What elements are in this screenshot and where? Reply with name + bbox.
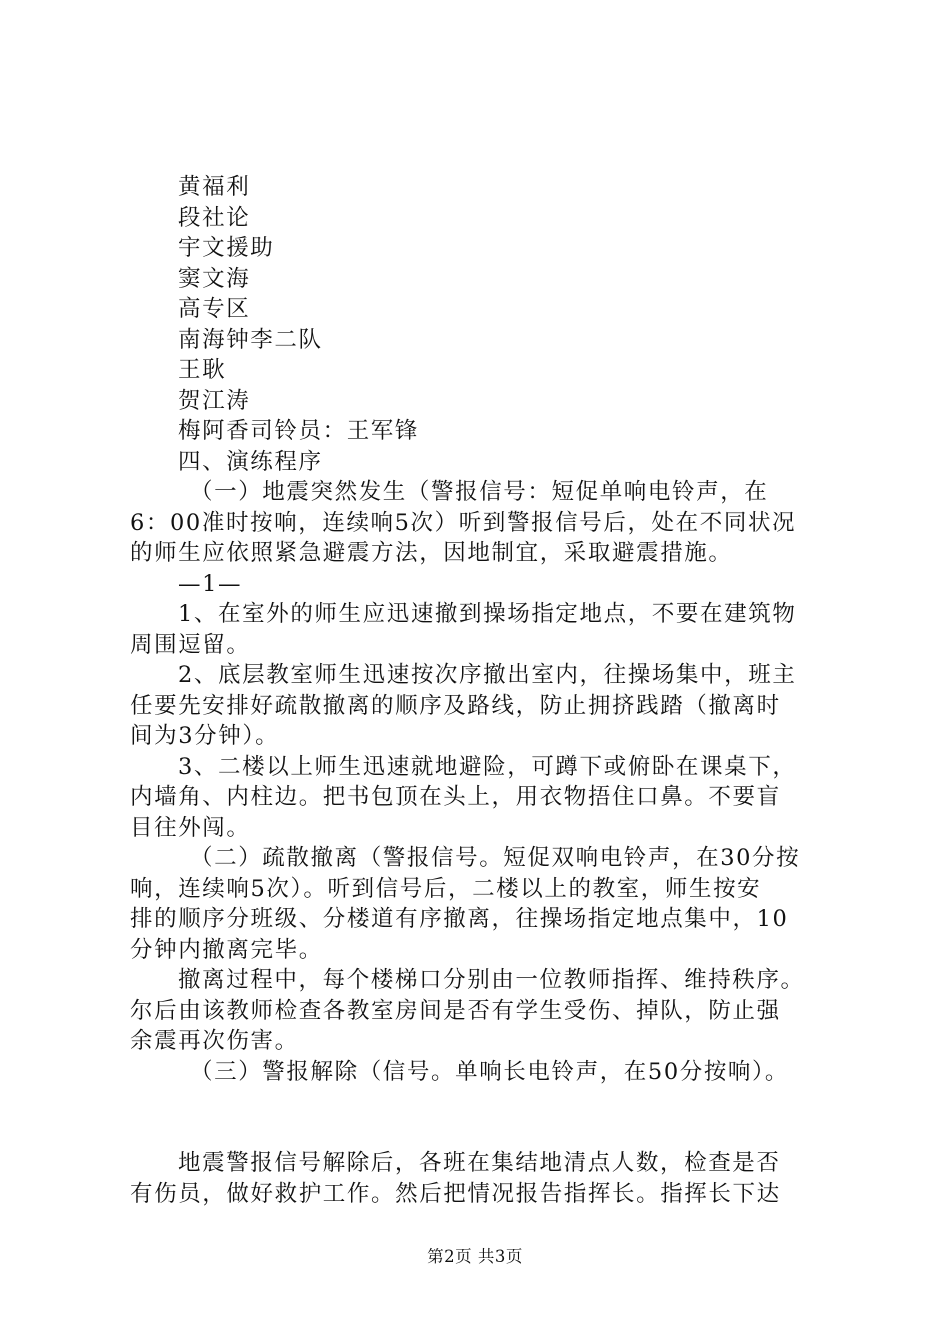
name-line: 贺江涛 — [178, 387, 251, 414]
paragraph-line: 尔后由该教师检查各教室房间是否有学生受伤、掉队，防止强 — [130, 997, 781, 1024]
page-marker: —1— — [178, 570, 243, 597]
paragraph-line: （三）警报解除（信号。单响长电铃声，在50分按响）。 — [190, 1058, 789, 1085]
paragraph-line: 6：00准时按响，连续响5次）听到警报信号后，处在不同状况 — [130, 509, 797, 536]
list-item-line: 间为3分钟）。 — [130, 723, 280, 749]
list-item-line: 3、二楼以上师生迅速就地避险，可蹲下或俯卧在课桌下， — [178, 753, 797, 780]
name-line: 王耿 — [178, 357, 227, 383]
list-item-line: 内墙角、内柱边。把书包顶在头上，用衣物捂住口鼻。不要盲 — [130, 784, 781, 810]
name-line: 黄福利 — [178, 174, 251, 200]
blank-gap — [130, 1087, 835, 1148]
list-item-line: 周围逗留。 — [130, 631, 251, 658]
name-line: 宇文援助 — [178, 235, 275, 261]
list-item-line: 任要先安排好疏散撤离的顺序及路线，防止拥挤践踏（撤离时 — [130, 692, 781, 719]
list-item-line: 2、底层教室师生迅速按次序撤出室内，往操场集中，班主 — [178, 662, 797, 688]
paragraph-line: （二）疏散撤离（警报信号。短促双响电铃声，在30分按 — [190, 845, 801, 871]
list-item-line: 1、在室外的师生应迅速撤到操场指定地点，不要在建筑物 — [178, 601, 797, 627]
paragraph-line: 撤离过程中，每个楼梯口分别由一位教师指挥、维持秩序。 — [178, 967, 805, 993]
name-line: 高专区 — [178, 296, 251, 322]
section-heading: 四、演练程序 — [178, 448, 323, 475]
paragraph-line: 有伤员，做好救护工作。然后把情况报告指挥长。指挥长下达 — [130, 1180, 781, 1207]
paragraph-line: 余震再次伤害。 — [130, 1028, 299, 1054]
name-line: 段社论 — [178, 204, 251, 231]
name-line: 南海钟李二队 — [178, 326, 323, 353]
paragraph-line: 分钟内撤离完毕。 — [130, 936, 323, 963]
paragraph-line: 排的顺序分班级、分楼道有序撤离，往操场指定地点集中，10 — [130, 906, 789, 932]
name-line: 窦文海 — [178, 265, 251, 292]
list-item-line: 目往外闯。 — [130, 814, 251, 841]
paragraph-line: 响，连续响5次）。听到信号后，二楼以上的教室，师生按安 — [130, 875, 762, 902]
paragraph-line: 地震警报信号解除后，各班在集结地清点人数，检查是否 — [178, 1150, 781, 1176]
document-body — [130, 172, 835, 1209]
paragraph-line: 的师生应依照紧急避震方法，因地制宜，采取避震措施。 — [130, 540, 733, 566]
page-footer: 第2页 共3页 — [427, 1247, 523, 1266]
bell-ringer-line: 梅阿香司铃员：王军锋 — [178, 418, 420, 444]
paragraph-line: （一）地震突然发生（警报信号：短促单响电铃声，在 — [190, 479, 769, 505]
